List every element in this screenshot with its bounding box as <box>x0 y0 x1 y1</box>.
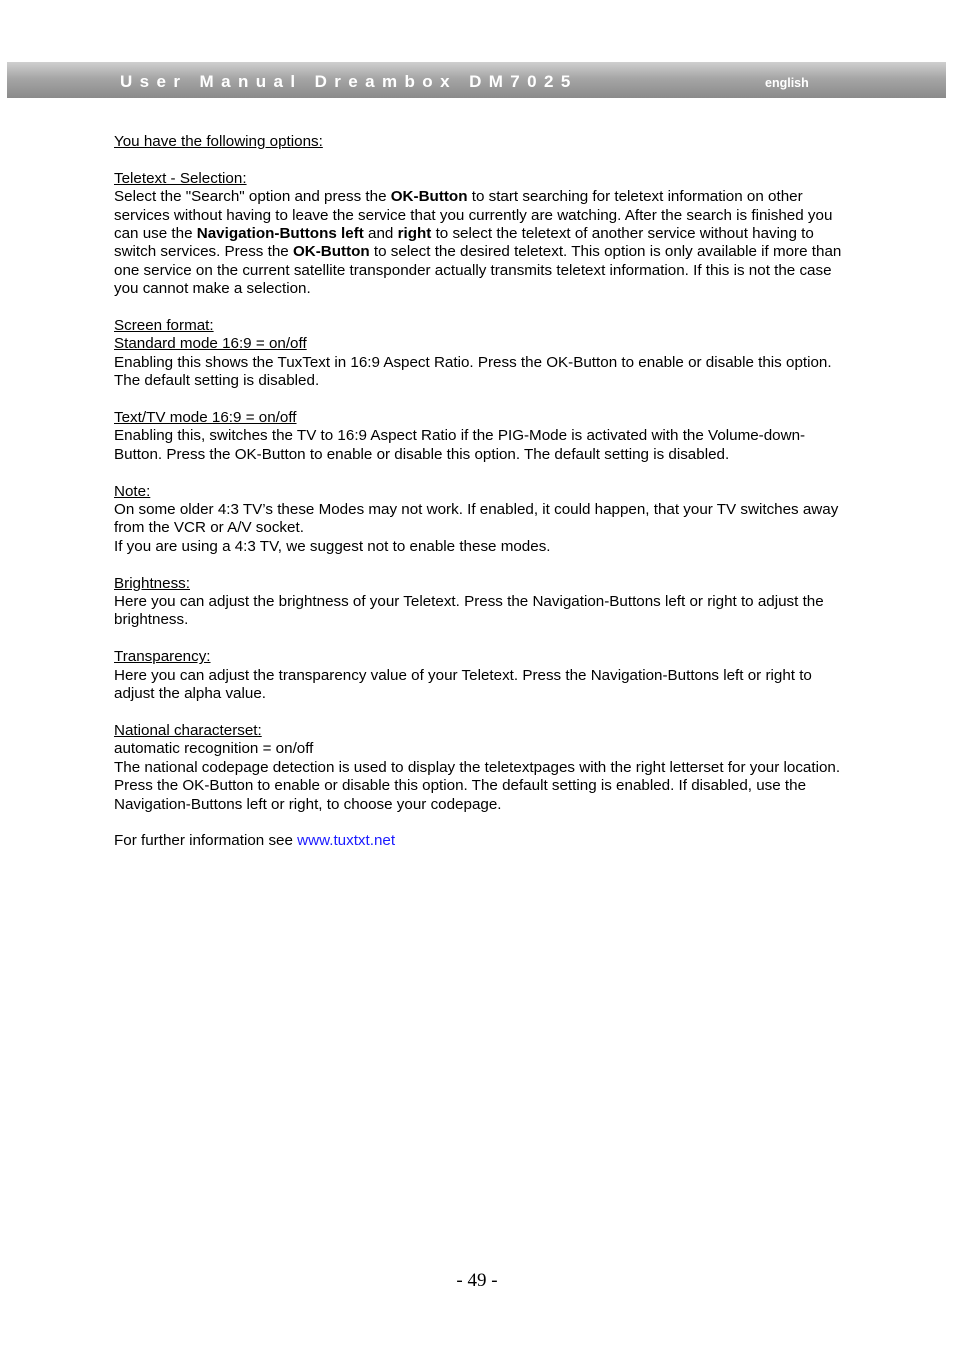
teletext-selection-heading: Teletext - Selection: <box>114 169 247 187</box>
standard-mode-heading: Standard mode 16:9 = on/off <box>114 335 307 353</box>
national-charset-text: The national codepage detection is used to display the teletextpages with the right letterset for your location. Press the OK-Button to enable or disable this option. The default setting is enabled. If disabled, use the Navigation-Buttons left or right, to choose your codepage. <box>114 758 841 813</box>
page-number: - 49 - <box>456 1270 498 1291</box>
national-charset-sub: automatic recognition = on/off <box>114 740 314 758</box>
brightness-text: Here you can adjust the brightness of your Teletext. Press the Navigation-Buttons left or right to adjust the brightness. <box>114 593 824 629</box>
text-tv-mode-heading: Text/TV mode 16:9 = on/off <box>114 409 297 427</box>
screen-format-heading: Screen format: <box>114 317 214 335</box>
note-heading: Note: <box>114 482 151 500</box>
text-tv-mode-text: Enabling this, switches the TV to 16:9 Aspect Ratio if the PIG-Mode is activated with the Volume-down-Button. Press the OK-Button to enable or disable this option. The default setting is disabled. <box>114 427 806 463</box>
further-info: For further information see www.tuxtxt.net <box>114 832 396 850</box>
transparency-text: Here you can adjust the transparency value of your Teletext. Press the Navigation-Buttons left or right to adjust the alpha value. <box>114 666 812 703</box>
note-text-2: If you are using a 4:3 TV, we suggest not to enable these modes. <box>114 537 551 555</box>
language-label: english <box>765 76 809 90</box>
transparency-heading: Transparency: <box>114 648 211 666</box>
national-charset-heading: National characterset: <box>114 721 262 739</box>
intro-heading: You have the following options: <box>114 133 323 150</box>
page-content <box>114 133 844 851</box>
teletext-selection-text: Select the "Search" option and press the OK-Button to start searching for teletext information on other services without having to leave the service that you currently are watching. After the search is finished you can use the Navigation-Buttons left and right to select the teletext of another service without having to switch services. Press the OK-Button to select the desired teletext. This option is only available if more than one service on the current satellite transponder actually transmits teletext information. If this is not the case you cannot make a selection. <box>114 188 842 298</box>
tuxtxt-link[interactable]: www.tuxtxt.net <box>297 832 396 850</box>
manual-title: User Manual Dreambox DM7025 <box>120 72 578 91</box>
brightness-heading: Brightness: <box>114 574 190 592</box>
header-bar <box>7 62 946 98</box>
note-text-1: On some older 4:3 TV’s these Modes may not work. If enabled, it could happen, that your TV switches away from the VCR or A/V socket. <box>114 501 839 537</box>
standard-mode-text: Enabling this shows the TuxText in 16:9 Aspect Ratio. Press the OK-Button to enable or disable this option. The default setting is disabled. <box>114 353 832 390</box>
